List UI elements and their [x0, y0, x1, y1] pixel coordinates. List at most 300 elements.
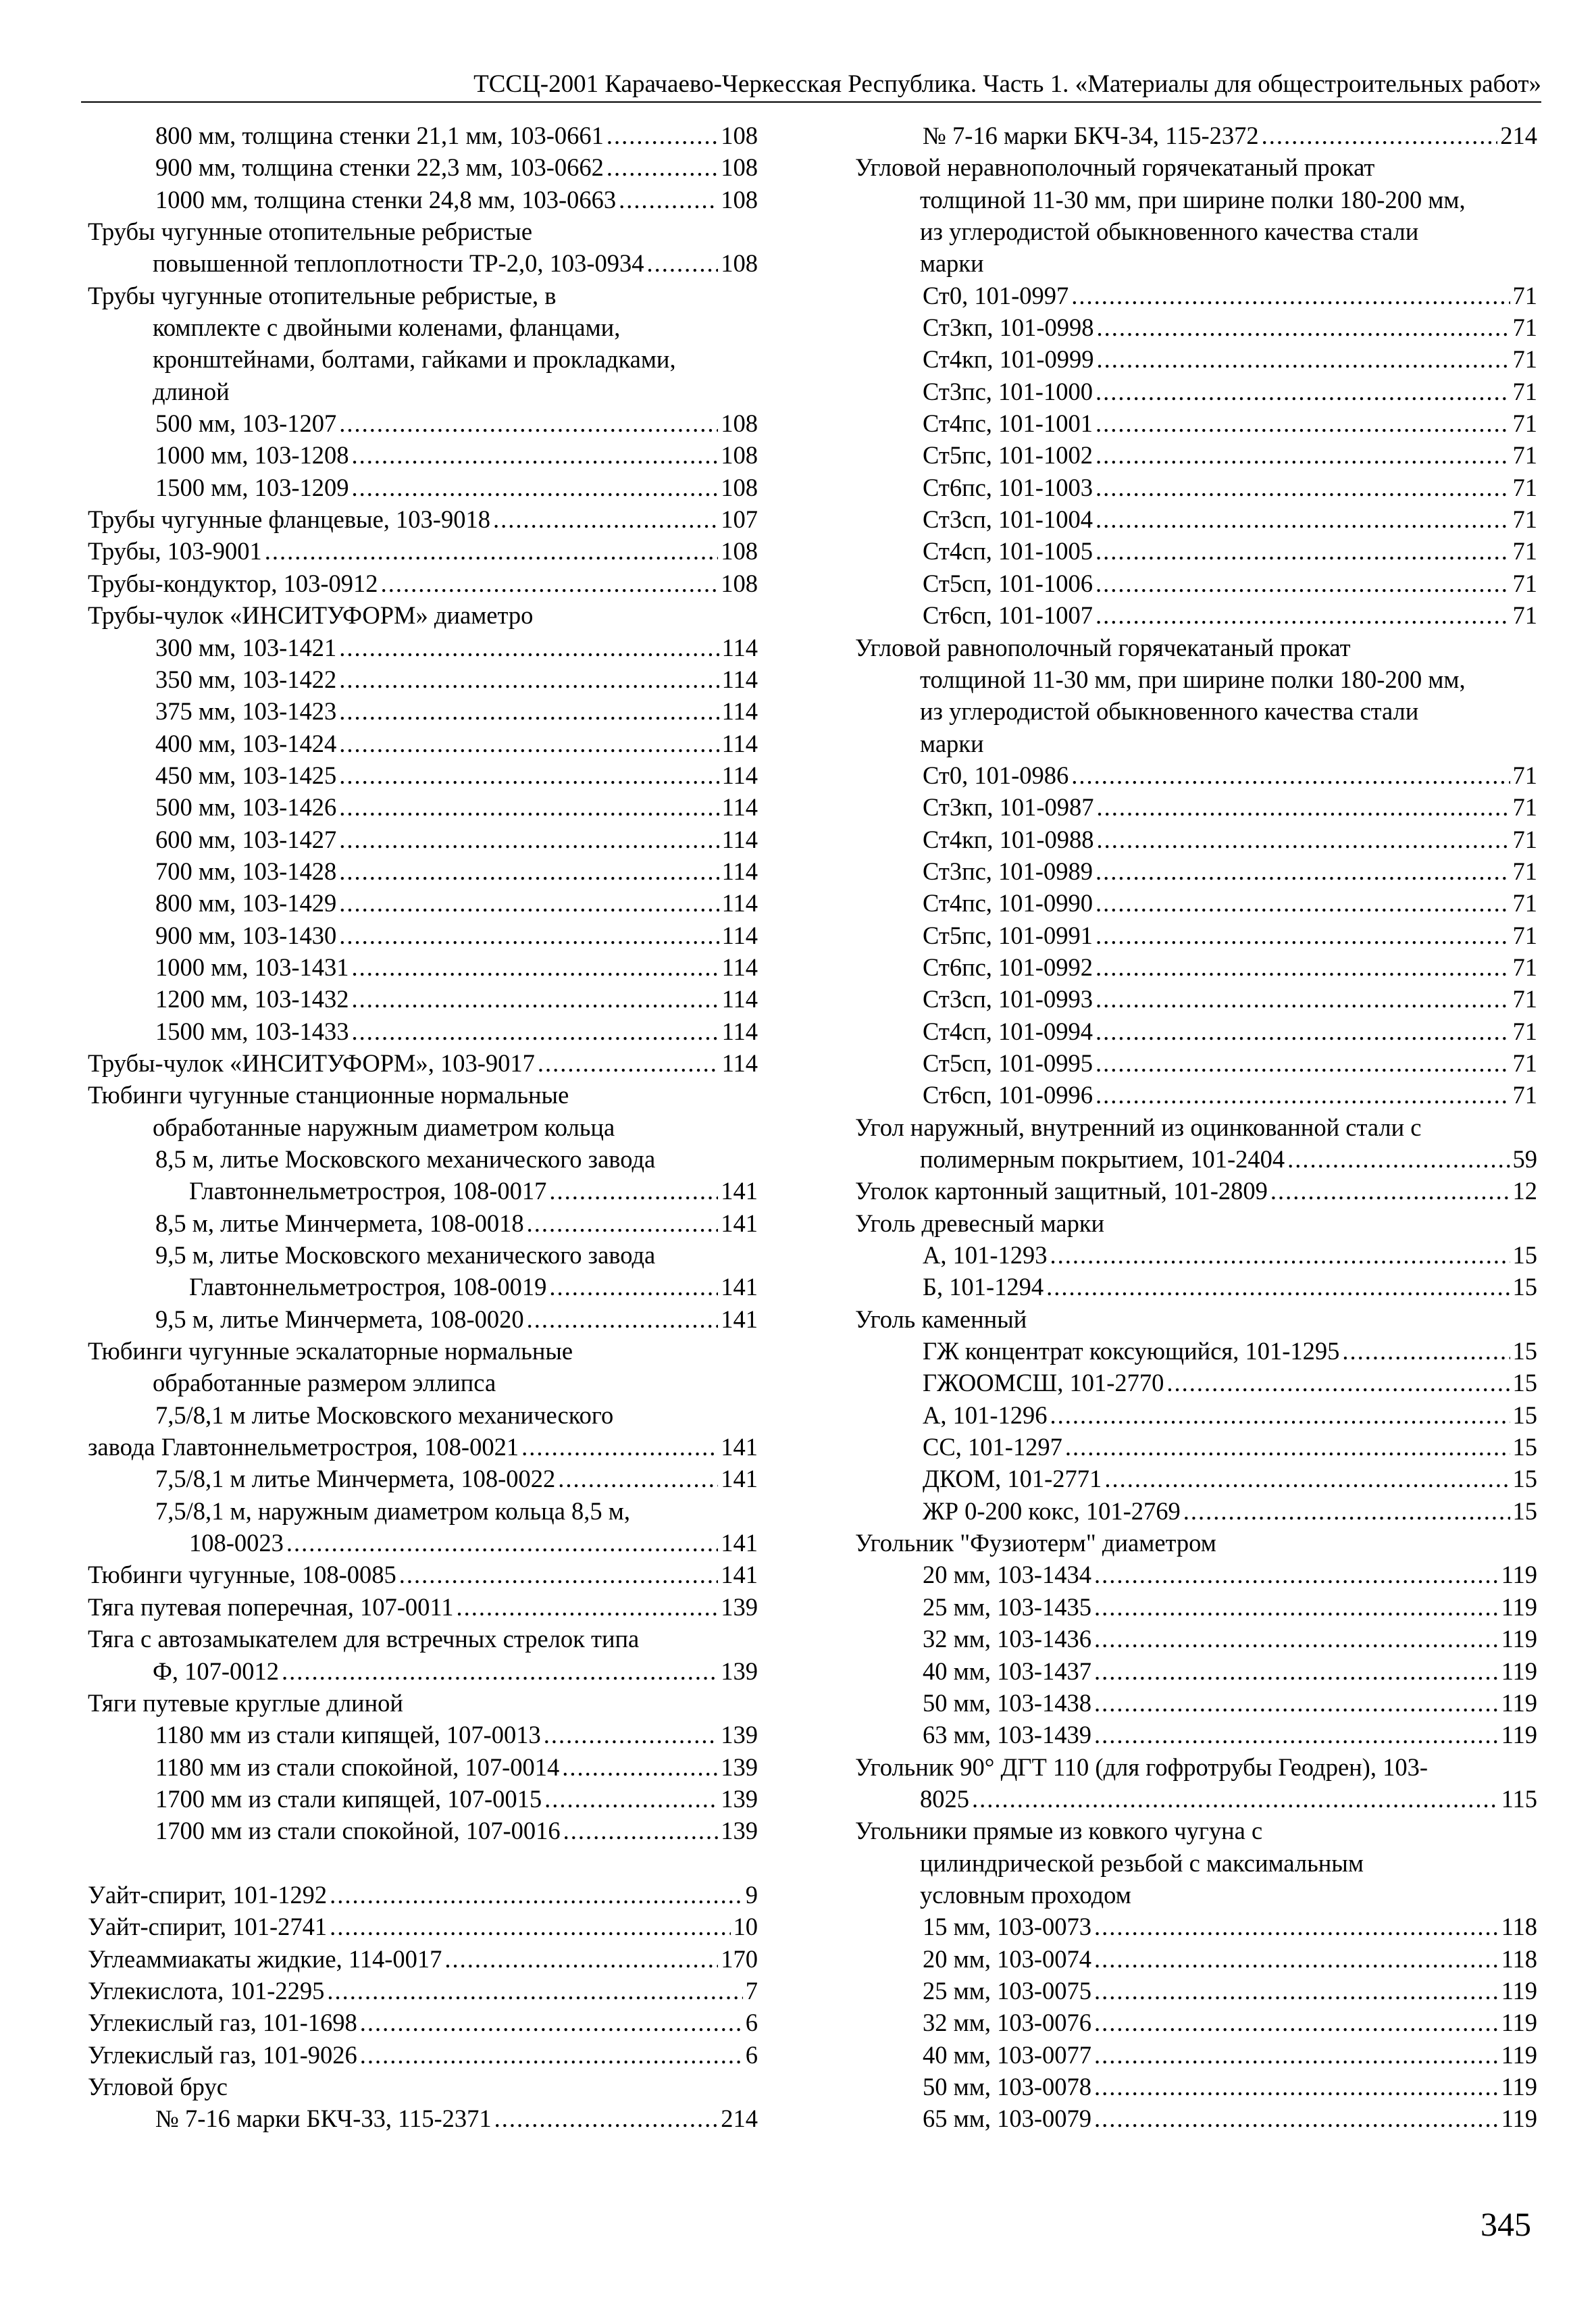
dot-leader — [1096, 568, 1510, 599]
entry-text: Угловой равнополочный горячекатаный прокат — [855, 633, 1351, 661]
dot-leader — [1097, 343, 1510, 375]
entry-page-number: 141 — [721, 1529, 758, 1557]
dot-leader — [339, 407, 718, 439]
entry-page-number: 15 — [1512, 1401, 1537, 1429]
index-entry — [855, 2103, 1537, 2134]
entry-text: 900 мм, 103-1430 — [155, 921, 337, 949]
index-entry — [855, 1911, 1537, 1942]
entry-page-number: 119 — [1501, 1688, 1537, 1717]
entry-page-number: 170 — [721, 1944, 758, 1973]
entry-text: Ст3пс, 101-1000 — [923, 377, 1093, 405]
entry-page-number: 15 — [1512, 1433, 1537, 1461]
entry-text: Уголь древесный марки — [855, 1209, 1105, 1237]
entry-text: Тяга с автозамыкателем для встречных стрелок типа — [88, 1625, 640, 1653]
page-header — [81, 68, 1541, 103]
dot-leader — [1094, 1911, 1499, 1942]
entry-page-number: 59 — [1512, 1145, 1537, 1173]
entry-page-number: 71 — [1512, 921, 1537, 949]
dot-leader — [1096, 472, 1510, 503]
entry-text: 800 мм, толщина стенки 21,1 мм, 103-0661 — [155, 122, 604, 149]
entry-page-number: 141 — [721, 1561, 758, 1589]
dot-leader — [286, 1527, 718, 1559]
index-entry — [88, 407, 758, 439]
entry-page-number: 114 — [721, 953, 758, 981]
index-heading — [855, 728, 1537, 759]
index-heading — [88, 1239, 758, 1271]
entry-text: 50 мм, 103-0078 — [923, 2072, 1091, 2101]
entry-text: Угловой неравнополочный горячекатаный прокат — [855, 153, 1375, 182]
index-heading — [855, 695, 1537, 727]
dot-leader — [527, 1303, 719, 1335]
entry-text: Тюбинги чугунные, 108-0085 — [88, 1561, 396, 1589]
index-entry — [855, 1783, 1537, 1815]
entry-page-number: 114 — [721, 697, 758, 726]
dot-leader — [1096, 855, 1510, 887]
entry-text: Главтоннельметростроя, 108-0017 — [189, 1177, 547, 1205]
dot-leader — [1065, 1431, 1510, 1463]
entry-text: Уголь каменный — [855, 1305, 1027, 1333]
dot-leader — [1096, 951, 1510, 983]
entry-text: комплекте с двойными коленами, фланцами, — [153, 313, 621, 342]
index-heading — [88, 1687, 758, 1719]
dot-leader — [1097, 824, 1510, 855]
index-entry — [855, 1559, 1537, 1590]
dot-leader — [562, 1751, 718, 1783]
entry-text: завода Главтоннельметростроя, 108-0021 — [88, 1433, 519, 1461]
index-entry — [88, 759, 758, 791]
entry-text: Ст6пс, 101-0992 — [923, 953, 1093, 981]
entry-text: Трубы, 103-9001 — [88, 537, 262, 565]
dot-leader — [494, 2103, 719, 2134]
dot-leader — [549, 1271, 718, 1303]
index-entry — [88, 1783, 758, 1815]
index-entry — [855, 759, 1537, 791]
entry-page-number: 114 — [721, 729, 758, 757]
entry-text: ЖР 0-200 кокс, 101-2769 — [923, 1496, 1181, 1525]
entry-text: 50 мм, 103-1438 — [923, 1688, 1091, 1717]
entry-text: ГЖООМСШ, 101-2770 — [923, 1369, 1164, 1397]
entry-page-number: 114 — [721, 921, 758, 949]
entry-text: Б, 101-1294 — [923, 1273, 1044, 1301]
index-entry — [855, 2071, 1537, 2103]
index-heading — [855, 1303, 1537, 1335]
index-entry — [88, 535, 758, 567]
entry-text: Угловой брус — [88, 2072, 228, 2101]
index-entry — [855, 791, 1537, 823]
index-entry — [88, 1591, 758, 1623]
dot-leader — [351, 983, 719, 1015]
index-entry — [88, 1815, 758, 1846]
index-entry — [88, 951, 758, 983]
entry-text: 40 мм, 103-1437 — [923, 1657, 1091, 1685]
entry-text: 1000 мм, 103-1431 — [155, 953, 349, 981]
entry-text: обработанные размером эллипса — [153, 1369, 496, 1397]
dot-leader — [1046, 1271, 1510, 1303]
entry-page-number: 71 — [1512, 985, 1537, 1013]
entry-page-number: 71 — [1512, 1081, 1537, 1109]
entry-page-number: 119 — [1501, 2040, 1537, 2069]
dot-leader — [1270, 1175, 1510, 1207]
entry-text: Ст6пс, 101-1003 — [923, 473, 1093, 501]
entry-page-number: 139 — [721, 1657, 758, 1685]
entry-page-number: 108 — [721, 537, 758, 565]
index-heading — [855, 184, 1537, 216]
entry-text: 108-0023 — [189, 1529, 284, 1557]
index-entry — [855, 1015, 1537, 1047]
entry-text: 8025 — [920, 1784, 969, 1813]
entry-text: Трубы чугунные фланцевые, 103-9018 — [88, 505, 490, 534]
entry-text: Уайт-спирит, 101-2741 — [88, 1913, 328, 1941]
dot-leader — [351, 1015, 719, 1047]
entry-text: Ст4пс, 101-1001 — [923, 409, 1093, 438]
entry-text: Углеаммиакаты жидкие, 114-0017 — [88, 1944, 442, 1973]
entry-text: Угол наружный, внутренний из оцинкованной стали с — [855, 1113, 1422, 1141]
index-heading — [855, 216, 1537, 247]
index-heading — [855, 1207, 1537, 1239]
entry-text: марки — [920, 249, 984, 278]
index-heading — [88, 1367, 758, 1399]
entry-page-number: 115 — [1501, 1784, 1537, 1813]
index-entry — [88, 695, 758, 727]
entry-page-number: 139 — [721, 1817, 758, 1845]
entry-text: Углекислый газ, 101-9026 — [88, 2040, 357, 2069]
entry-page-number: 6 — [745, 2040, 758, 2069]
dot-leader — [360, 2007, 743, 2038]
dot-leader — [1096, 535, 1510, 567]
dot-leader — [972, 1783, 1499, 1815]
entry-page-number: 119 — [1501, 1592, 1537, 1621]
index-heading — [855, 1879, 1537, 1911]
entry-page-number: 108 — [721, 473, 758, 501]
index-heading — [88, 376, 758, 407]
entry-page-number: 71 — [1512, 537, 1537, 565]
entry-page-number: 114 — [721, 1017, 758, 1045]
index-entry — [88, 503, 758, 535]
index-heading — [855, 663, 1537, 695]
index-entry — [88, 1879, 758, 1911]
index-entry — [855, 343, 1537, 375]
index-entry — [855, 535, 1537, 567]
dot-leader — [339, 632, 719, 663]
dot-leader — [339, 887, 719, 919]
entry-text: цилиндрической резьбой с максимальным — [920, 1848, 1364, 1877]
entry-text: Главтоннельметростроя, 108-0019 — [189, 1273, 547, 1301]
entry-page-number: 71 — [1512, 313, 1537, 342]
entry-text: кронштейнами, болтами, гайками и прокладками, — [153, 345, 676, 374]
entry-text: Трубы-кондуктор, 103-0912 — [88, 569, 378, 597]
dot-leader — [1097, 311, 1510, 343]
entry-text: ГЖ концентрат коксующийся, 101-1295 — [923, 1337, 1340, 1365]
entry-text: толщиной 11-30 мм, при ширине полки 180-200 мм, — [920, 665, 1466, 693]
entry-text: 1000 мм, 103-1208 — [155, 441, 349, 470]
entry-text: № 7-16 марки БКЧ-33, 115-2371 — [155, 2105, 492, 2133]
dot-leader — [339, 695, 719, 727]
entry-text: Трубы-чулок «ИНСИТУФОРМ», 103-9017 — [88, 1049, 535, 1077]
entry-text: 1700 мм из стали кипящей, 107-0015 — [155, 1784, 542, 1813]
entry-page-number: 141 — [721, 1433, 758, 1461]
entry-page-number: 9 — [745, 1880, 758, 1909]
index-entry — [88, 824, 758, 855]
entry-text: 1180 мм из стали кипящей, 107-0013 — [155, 1721, 541, 1749]
dot-leader — [538, 1047, 719, 1079]
index-entry — [88, 568, 758, 599]
index-entry — [855, 120, 1537, 151]
entry-page-number: 71 — [1512, 281, 1537, 309]
entry-page-number: 71 — [1512, 825, 1537, 853]
index-entry — [88, 247, 758, 279]
index-entry — [88, 728, 758, 759]
entry-page-number: 141 — [721, 1465, 758, 1493]
index-entry — [88, 1207, 758, 1239]
entry-page-number: 71 — [1512, 505, 1537, 534]
section-gap — [88, 1847, 758, 1879]
entry-text: Тяги путевые круглые длиной — [88, 1688, 403, 1717]
entry-page-number: 141 — [721, 1209, 758, 1237]
entry-page-number: 139 — [721, 1721, 758, 1749]
entry-page-number: 114 — [721, 857, 758, 885]
dot-leader — [399, 1559, 718, 1590]
entry-text: 7,5/8,1 м литье Московского механического — [155, 1401, 614, 1429]
dot-leader — [351, 439, 718, 471]
entry-page-number: 214 — [1500, 122, 1537, 149]
dot-leader — [1287, 1143, 1510, 1175]
entry-text: Ст4сп, 101-0994 — [923, 1017, 1093, 1045]
entry-text: 1200 мм, 103-1432 — [155, 985, 349, 1013]
entry-text: обработанные наружным диаметром кольца — [153, 1113, 615, 1141]
entry-page-number: 71 — [1512, 601, 1537, 630]
entry-page-number: 71 — [1512, 377, 1537, 405]
entry-page-number: 141 — [721, 1305, 758, 1333]
entry-text: Ст3кп, 101-0998 — [923, 313, 1094, 342]
entry-page-number: 107 — [721, 505, 758, 534]
entry-page-number: 214 — [721, 2105, 758, 2133]
dot-leader — [381, 568, 719, 599]
index-entry — [88, 887, 758, 919]
index-entry — [88, 1047, 758, 1079]
entry-text: ДКОМ, 101-2771 — [923, 1465, 1102, 1493]
index-entry — [88, 1719, 758, 1751]
entry-page-number: 71 — [1512, 953, 1537, 981]
index-entry — [855, 1271, 1537, 1303]
entry-page-number: 119 — [1501, 1976, 1537, 2005]
entry-text: 7,5/8,1 м литье Минчермета, 108-0022 — [155, 1465, 556, 1493]
entry-text: 300 мм, 103-1421 — [155, 633, 337, 661]
index-heading — [88, 2071, 758, 2103]
index-entry — [855, 1079, 1537, 1111]
entry-page-number: 119 — [1501, 1657, 1537, 1685]
dot-leader — [1094, 2103, 1499, 2134]
entry-text: 450 мм, 103-1425 — [155, 761, 337, 789]
entry-text: 32 мм, 103-0076 — [923, 2009, 1091, 2037]
dot-leader — [549, 1175, 718, 1207]
entry-text: Углекислый газ, 101-1698 — [88, 2009, 357, 2037]
entry-text: 32 мм, 103-1436 — [923, 1625, 1091, 1653]
dot-leader — [493, 503, 718, 535]
entry-text: Ст0, 101-0986 — [923, 761, 1069, 789]
entry-page-number: 7 — [745, 1976, 758, 2005]
dot-leader — [330, 1879, 743, 1911]
entry-page-number: 119 — [1501, 2072, 1537, 2101]
entry-page-number: 114 — [721, 1049, 758, 1077]
entry-page-number: 12 — [1512, 1177, 1537, 1205]
index-column-left — [88, 120, 758, 2135]
index-heading — [855, 1815, 1537, 1846]
entry-page-number: 71 — [1512, 889, 1537, 917]
index-entry — [855, 1463, 1537, 1494]
entry-text: 350 мм, 103-1422 — [155, 665, 337, 693]
entry-text: 8,5 м, литье Московского механического завода — [155, 1145, 656, 1173]
index-entry — [88, 1303, 758, 1335]
dot-leader — [1094, 1719, 1499, 1751]
dot-leader — [544, 1719, 719, 1751]
index-entry — [855, 1239, 1537, 1271]
entry-text: Тяга путевая поперечная, 107-0011 — [88, 1592, 454, 1621]
index-entry — [855, 920, 1537, 951]
index-entry — [855, 599, 1537, 631]
entry-text: А, 101-1296 — [923, 1401, 1048, 1429]
index-entry — [855, 824, 1537, 855]
entry-text: 9,5 м, литье Минчермета, 108-0020 — [155, 1305, 524, 1333]
entry-text: Ст6сп, 101-1007 — [923, 601, 1093, 630]
dot-leader — [1094, 1687, 1499, 1719]
entry-text: длиной — [153, 377, 230, 405]
index-heading — [88, 343, 758, 375]
index-heading — [855, 1847, 1537, 1879]
entry-page-number: 114 — [721, 633, 758, 661]
entry-page-number: 15 — [1512, 1273, 1537, 1301]
dot-leader — [339, 791, 719, 823]
dot-leader — [351, 951, 719, 983]
dot-leader — [1094, 2071, 1499, 2103]
entry-text: 700 мм, 103-1428 — [155, 857, 337, 885]
entry-page-number: 118 — [1501, 1944, 1537, 1973]
entry-page-number: 71 — [1512, 473, 1537, 501]
index-heading — [88, 1495, 758, 1527]
entry-text: из углеродистой обыкновенного качества стали — [920, 218, 1419, 246]
index-entry — [88, 983, 758, 1015]
dot-leader — [1096, 887, 1510, 919]
index-entry — [855, 280, 1537, 311]
entry-text: Уголок картонный защитный, 101-2809 — [855, 1177, 1268, 1205]
entry-text: 63 мм, 103-1439 — [923, 1721, 1091, 1749]
dot-leader — [1094, 1655, 1499, 1687]
index-heading — [855, 151, 1537, 183]
index-entry — [855, 472, 1537, 503]
entry-page-number: 139 — [721, 1592, 758, 1621]
entry-text: 7,5/8,1 м, наружным диаметром кольца 8,5 м, — [155, 1496, 630, 1525]
index-entry — [88, 791, 758, 823]
entry-page-number: 71 — [1512, 409, 1537, 438]
index-entry — [855, 376, 1537, 407]
index-entry — [88, 1751, 758, 1783]
dot-leader — [563, 1815, 719, 1846]
entry-text: Тюбинги чугунные станционные нормальные — [88, 1081, 569, 1109]
index-entry — [88, 1431, 758, 1463]
entry-text: 15 мм, 103-0073 — [923, 1913, 1091, 1941]
entry-text: Тюбинги чугунные эскалаторные нормальные — [88, 1337, 573, 1365]
entry-page-number: 71 — [1512, 441, 1537, 470]
entry-page-number: 119 — [1501, 1625, 1537, 1653]
dot-leader — [527, 1207, 719, 1239]
entry-text: 400 мм, 103-1424 — [155, 729, 337, 757]
index-entry — [855, 1943, 1537, 1975]
dot-leader — [1096, 1047, 1510, 1079]
index-entry — [88, 1271, 758, 1303]
dot-leader — [646, 247, 718, 279]
index-heading — [88, 1335, 758, 1367]
entry-text: 800 мм, 103-1429 — [155, 889, 337, 917]
entry-page-number: 15 — [1512, 1465, 1537, 1493]
entry-text: толщиной 11-30 мм, при ширине полки 180-200 мм, — [920, 185, 1466, 213]
index-heading — [855, 1527, 1537, 1559]
entry-page-number: 71 — [1512, 793, 1537, 822]
index-entry — [855, 311, 1537, 343]
index-heading — [88, 280, 758, 311]
index-column-right — [855, 120, 1537, 2135]
entry-text: марки — [920, 729, 984, 757]
entry-text: Трубы-чулок «ИНСИТУФОРМ» диаметро — [88, 601, 534, 630]
entry-text: Ст3сп, 101-1004 — [923, 505, 1093, 534]
entry-page-number: 114 — [721, 665, 758, 693]
entry-text: Угольник "Фузиотерм" диаметром — [855, 1529, 1216, 1557]
dot-leader — [282, 1655, 718, 1687]
dot-leader — [330, 1911, 730, 1942]
entry-page-number: 108 — [721, 569, 758, 597]
dot-leader — [1096, 1079, 1510, 1111]
index-heading — [855, 247, 1537, 279]
index-entry — [88, 439, 758, 471]
index-entry — [855, 1719, 1537, 1751]
entry-text: 25 мм, 103-1435 — [923, 1592, 1091, 1621]
index-entry — [855, 1975, 1537, 2007]
index-entry — [88, 1655, 758, 1687]
entry-page-number: 71 — [1512, 1017, 1537, 1045]
dot-leader — [1094, 2039, 1499, 2071]
entry-page-number: 15 — [1512, 1241, 1537, 1269]
index-heading — [88, 216, 758, 247]
dot-leader — [1262, 120, 1498, 151]
entry-page-number: 114 — [721, 889, 758, 917]
index-entry — [88, 2103, 758, 2134]
entry-text: 9,5 м, литье Московского механического завода — [155, 1241, 656, 1269]
entry-text: Ст4сп, 101-1005 — [923, 537, 1093, 565]
index-heading — [88, 1623, 758, 1655]
entry-page-number: 119 — [1501, 2009, 1537, 2037]
index-entry — [88, 151, 758, 183]
dot-leader — [1166, 1367, 1510, 1399]
dot-leader — [1071, 759, 1510, 791]
index-entry — [855, 1175, 1537, 1207]
dot-leader — [521, 1431, 718, 1463]
dot-leader — [360, 2039, 743, 2071]
dot-leader — [339, 855, 719, 887]
dot-leader — [1096, 1015, 1510, 1047]
entry-text: 65 мм, 103-0079 — [923, 2105, 1091, 2133]
entry-text: 600 мм, 103-1427 — [155, 825, 337, 853]
entry-text: Трубы чугунные отопительные ребристые — [88, 218, 533, 246]
entry-page-number: 114 — [721, 825, 758, 853]
entry-text: Ст4кп, 101-0999 — [923, 345, 1094, 374]
entry-text: 375 мм, 103-1423 — [155, 697, 337, 726]
dot-leader — [444, 1943, 718, 1975]
dot-leader — [351, 472, 718, 503]
entry-text: Угольники прямые из ковкого чугуна с — [855, 1817, 1263, 1845]
index-entry — [855, 1655, 1537, 1687]
dot-leader — [1050, 1239, 1510, 1271]
dot-leader — [1096, 439, 1510, 471]
index-entry — [88, 2039, 758, 2071]
index-entry — [88, 1559, 758, 1590]
